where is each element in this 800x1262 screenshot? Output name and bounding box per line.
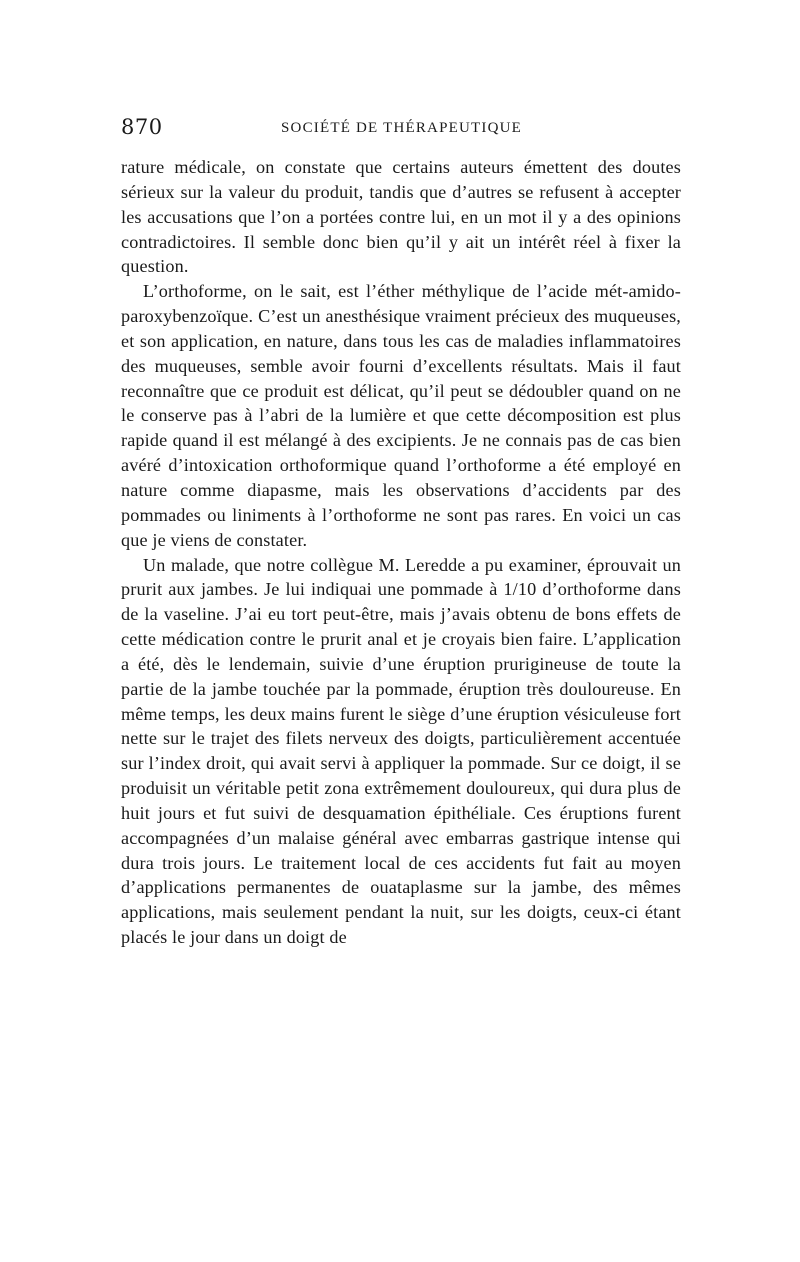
page-number: 870 [121,115,163,139]
paragraph-case-report: Un malade, que notre collègue M. Leredde a pu examiner, éprouvait un prurit aux jambes. Je lui indiquai une pommade à 1/10 d’orthoforme dans de la vaseline. J’ai eu tort peut-être, mais j’avais obtenu de bons effets de cette médication contre le prurit anal et je croyais bien faire. L’application a été, dès le lendemain, suivie d’une éruption prurigineuse de toute la partie de la jambe touchée par la pommade, éruption très douloureuse. En même temps, les deux mains furent le siège d’une éruption vésiculeuse fort nette sur le trajet des filets nerveux des doigts, particulièrement accentuée sur l’index droit, qui avait servi à appliquer la pommade. Sur ce doigt, il se produisit un véritable petit zona extrêmement douloureux, qui dura plus de huit jours et fut suivi de desquamation épithéliale. Ces éruptions furent accompagnées d’un malaise général avec embarras gastrique intense qui dura trois jours. Le traitement local de ces accidents fut fait au moyen d’applications permanentes de ouataplasme sur la jambe, des mêmes applications, mais seulement pendant la nuit, sur les doigts, ceux-ci étant placés le jour dans un doigt de [121,554,681,948]
paragraph-continuation: rature médicale, on constate que certains auteurs émettent des doutes sérieux sur la valeur du produit, tandis que d’autres se refusent à accepter les accusations que l’on a portées contre lui, en un mot il y a des opinions contradictoires. Il semble donc bien qu’il y ait un intérêt réel à fixer la question. [121,157,681,277]
body-text [121,155,681,950]
page-header [121,115,681,145]
paragraph-orthoforme: L’orthoforme, on le sait, est l’éther méthylique de l’acide mét-amido-paroxybenzoïque. C’est un anesthésique vraiment précieux des muqueuses, et son application, en nature, dans tous les cas de maladies inflammatoires des muqueuses, semble avoir fourni d’excellents résultats. Mais il faut reconnaître que ce produit est délicat, qu’il peut se dédoubler quand on ne le conserve pas à l’abri de la lumière et que cette décomposition est plus rapide quand il est mélangé à des excipients. Je ne connais pas de cas bien avéré d’intoxication orthoformique quand l’orthoforme a été employé en nature comme diapasme, mais les observations d’accidents par des pommades ou liniments à l’orthoforme ne sont pas rares. En voici un cas que je viens de constater. [121,281,681,550]
running-title: SOCIÉTÉ DE THÉRAPEUTIQUE [281,120,523,136]
